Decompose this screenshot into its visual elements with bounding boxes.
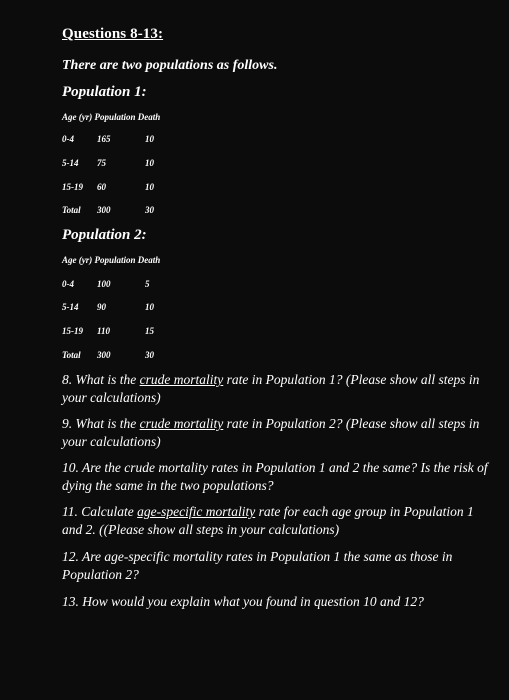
death-cell: 30 [145,350,154,360]
question-9-post: rate in Population 2? (Please show all steps in your calculations) [62,416,480,449]
question-11-post: rate for each age group in Population 1 and 2. ((Please show all steps in your calculations) [62,504,474,537]
age-cell: Total [62,350,81,360]
population-2-table-header: Age (yr) Population Death [62,255,161,265]
question-11-pre: 11. Calculate [62,504,138,519]
population-2-title: Population 2: [62,227,147,243]
population-cell: 300 [97,205,111,215]
question-13: 13. How would you explain what you found in question 10 and 12? [62,594,424,609]
question-11-term: age-specific mortality [137,504,256,519]
question-9-pre: 9. What is the [62,416,140,431]
death-cell: 10 [145,158,154,168]
question-8-post: rate in Population 1? (Please show all steps in your calculations) [62,372,480,405]
question-9 [62,415,492,451]
question-10: 10. Are the crude mortality rates in Population 1 and 2 the same? Is the risk of dying the same in the two populations? [62,460,488,493]
population-cell: 110 [97,326,111,336]
population-cell: 300 [97,350,111,360]
age-cell: 15-19 [62,326,83,336]
age-cell: 5-14 [62,158,79,168]
age-cell: 0-4 [62,279,74,289]
death-cell: 10 [145,302,154,312]
population-1-title: Population 1: [62,84,147,100]
question-11 [62,503,492,539]
question-9-term: crude mortality [139,416,224,431]
death-cell: 30 [145,205,154,215]
age-cell: 15-19 [62,182,83,192]
intro-text: There are two populations as follows. [62,58,278,73]
death-cell: 10 [145,134,154,144]
death-cell: 5 [145,279,150,289]
question-8-term: crude mortality [139,372,224,387]
population-cell: 165 [97,134,111,144]
population-cell: 90 [97,302,106,312]
age-cell: 5-14 [62,302,79,312]
population-cell: 60 [97,182,106,192]
death-cell: 10 [145,182,154,192]
death-cell: 15 [145,326,154,336]
question-8 [62,371,492,407]
age-cell: Total [62,205,81,215]
question-12: 12. Are age-specific mortality rates in Population 1 the same as those in Population 2? [62,549,453,582]
question-8-pre: 8. What is the [62,372,140,387]
population-cell: 75 [97,158,106,168]
population-cell: 100 [97,279,111,289]
questions-heading: Questions 8-13: [62,26,164,42]
population-1-table-header: Age (yr) Population Death [62,112,161,122]
age-cell: 0-4 [62,134,74,144]
